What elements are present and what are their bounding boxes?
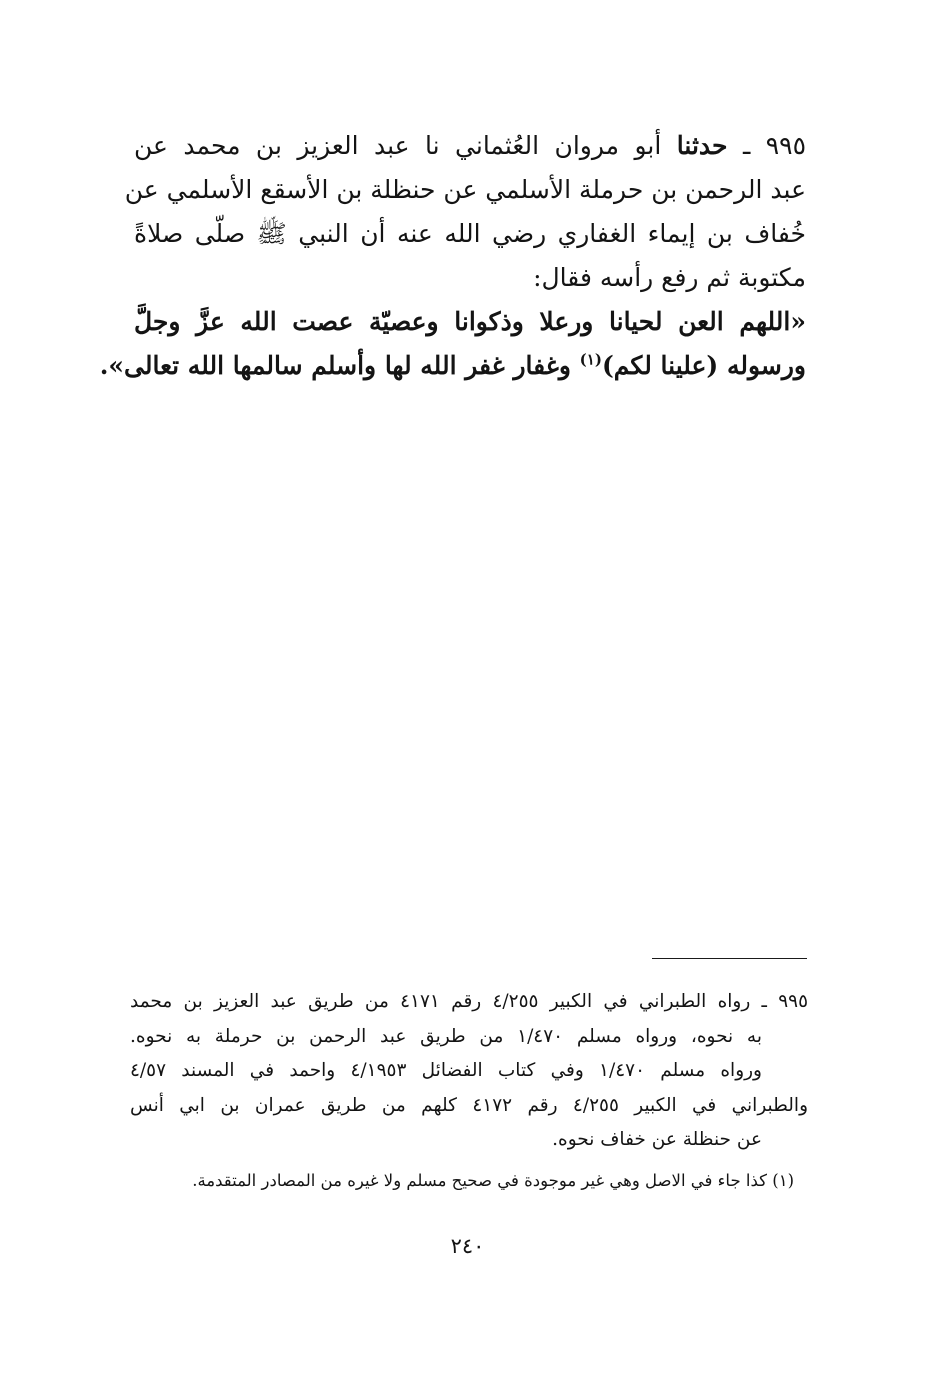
- footnote-note: (١) كذا جاء في الاصل وهي غير موجودة في صحيح مسلم ولا غيره من المصادر المتقدمة.: [192, 1170, 794, 1190]
- quote-line-1: «اللهم العن لحيانا ورعلا وذكوانا وعصيّة عصت الله عزَّ وجلَّ: [134, 307, 806, 336]
- footnote-divider: [652, 958, 807, 959]
- footnote-line-4: والطبراني في الكبير ٤/٢٥٥ رقم ٤١٧٢ كلهم من طريق عمران بن ابي أنس: [130, 1094, 809, 1116]
- hadith-number: ٩٩٥ ـ: [742, 131, 807, 160]
- hadith-line-4: مكتوبة ثم رفع رأسه فقال:: [533, 263, 806, 292]
- footnote-marker: (١): [579, 350, 602, 369]
- footnotes-section: [130, 985, 808, 1198]
- footnote-line-3: ورواه مسلم ١/٤٧٠ وفي كتاب الفضائل ٤/١٩٥٣ واحمد في المسند ٤/٥٧: [130, 1060, 762, 1081]
- quote-line-2-start: ورسوله (علينا لكم): [601, 351, 806, 380]
- hadith-line-3: خُفاف بن إيماء الغفاري رضي الله عنه أن النبي ﷺ صلّى صلاةً: [134, 219, 806, 248]
- narration-opening: حدثنا: [676, 131, 728, 160]
- quote-line-2: [99, 344, 806, 388]
- quote-line-2-end: وغفار غفر الله لها وأسلم سالمها الله تعالى».: [99, 351, 571, 380]
- footnote-line-5: عن حنظلة عن خفاف نحوه.: [552, 1129, 762, 1150]
- hadith-line-2: عبد الرحمن بن حرملة الأسلمي عن حنظلة بن الأسقع الأسلمي عن: [124, 175, 806, 204]
- isnad-text-1: أبو مروان العُثماني نا عبد العزيز بن محمد عن: [134, 131, 662, 160]
- footnote-line-1: ٩٩٥ ـ رواه الطبراني في الكبير ٤/٢٥٥ رقم ٤١٧١ من طريق عبد العزيز بن محمد: [130, 991, 809, 1012]
- hadith-text: [99, 124, 807, 388]
- footnote-line-2: به نحوه، ورواه مسلم ١/٤٧٠ من طريق عبد الرحمن بن حرملة به نحوه.: [130, 1025, 762, 1047]
- hadith-line-1: [134, 124, 806, 168]
- page-number: ٢٤٠: [450, 1234, 485, 1258]
